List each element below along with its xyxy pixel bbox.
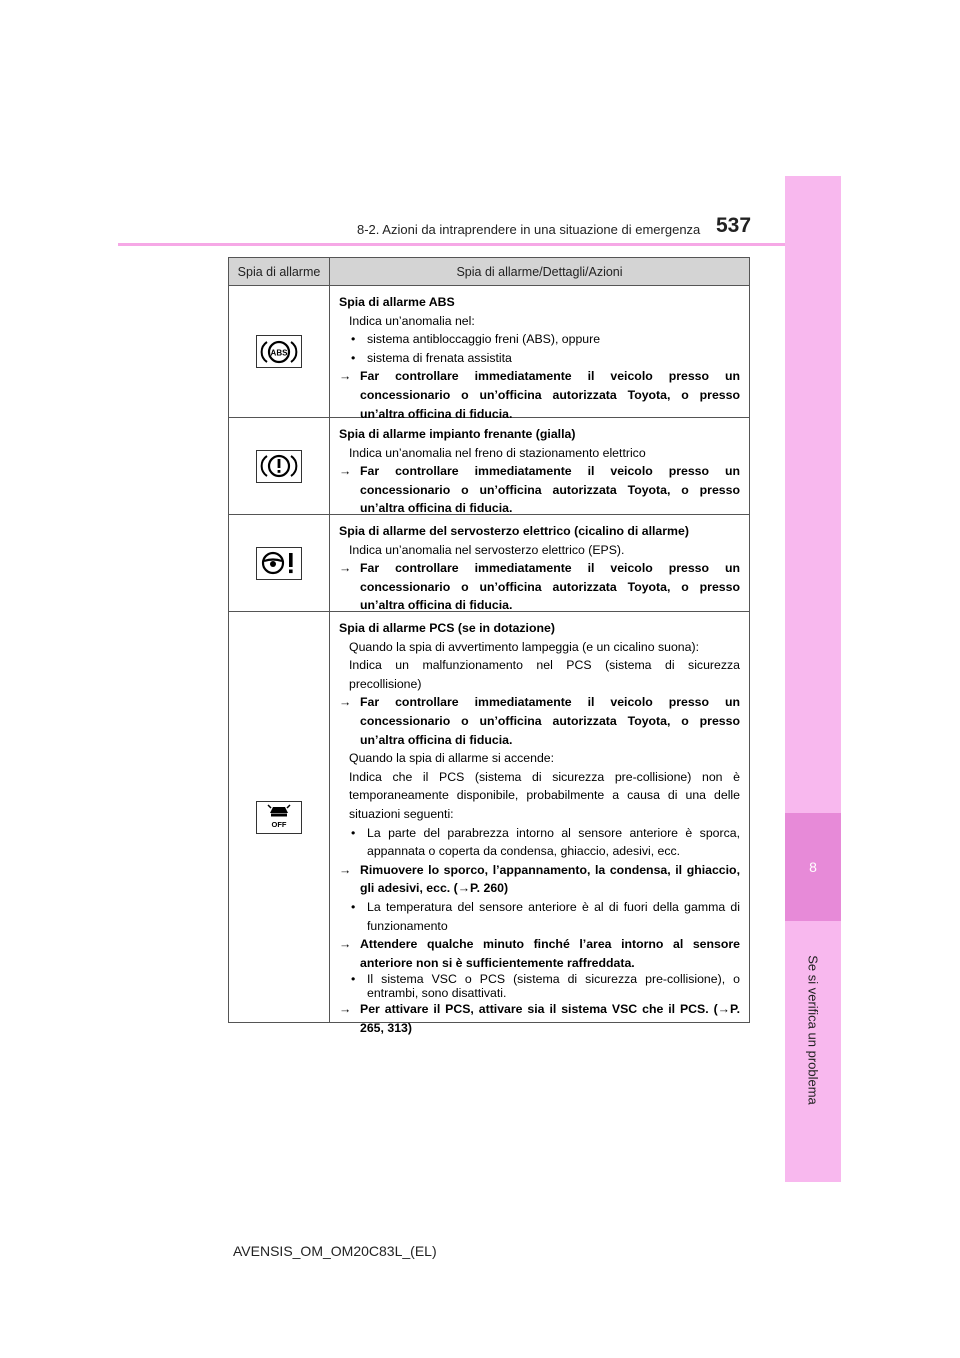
abs-warning-icon xyxy=(256,335,302,368)
icon-cell xyxy=(229,418,330,514)
action-text: → Attendere qualche minuto finché l’area intorno al sensore anteriore non si è sufficientemente raffreddata. xyxy=(339,935,740,972)
warning-title: Spia di allarme impianto frenante (gialla) xyxy=(339,427,576,441)
icon-cell xyxy=(229,612,330,1022)
chapter-label: Se si verifica un problema xyxy=(805,955,821,1105)
page-number: 537 xyxy=(716,214,752,237)
chapter-number-tab[interactable] xyxy=(785,813,841,921)
icon-cell xyxy=(229,286,330,417)
description-text: Indica un’anomalia nel servosterzo elettrico (EPS). xyxy=(349,542,625,557)
description-text: Quando la spia di allarme si accende: xyxy=(349,751,555,766)
bullet-item: • La parte del parabrezza intorno al sensore anteriore è sporca, appannata o coperta da condensa, ghiaccio, adesivi, ecc. xyxy=(339,824,740,861)
details-cell xyxy=(330,418,749,514)
document-code: AVENSIS_OM_OM20C83L_(EL) xyxy=(233,1243,437,1259)
column-header-details: Spia di allarme/Dettagli/Azioni xyxy=(456,264,623,279)
header-rule xyxy=(118,243,785,246)
bullet-item: • sistema antibloccaggio freni (ABS), oppure xyxy=(339,330,740,349)
chapter-number: 8 xyxy=(809,859,817,875)
warning-title: Spia di allarme ABS xyxy=(339,295,455,309)
column-header-light: Spia di allarme xyxy=(229,258,330,285)
bullet-item: • La temperatura del sensore anteriore è al di fuori della gamma di funzionamento xyxy=(339,898,740,935)
brake-system-warning-icon xyxy=(256,450,302,483)
table-row xyxy=(229,515,749,612)
table-row xyxy=(229,418,749,515)
pcs-off-icon xyxy=(256,801,302,834)
table-row xyxy=(229,286,749,421)
eps-warning-icon xyxy=(256,547,302,580)
action-text: → Far controllare immediatamente il veicolo presso un concessionario o un’officina autorizzata Toyota, o presso un’altra officina di fiducia. xyxy=(339,559,740,615)
details-cell xyxy=(330,515,749,611)
section-title: 8-2. Azioni da intraprendere in una situazione di emergenza xyxy=(357,222,701,237)
warning-light-table xyxy=(228,257,750,1035)
description-text: Indica un malfunzionamento nel PCS (sistema di sicurezza precollisione) xyxy=(349,658,740,691)
svg-text:ABS: ABS xyxy=(270,348,288,357)
details-cell xyxy=(330,286,749,421)
bullet-item: • Il sistema VSC o PCS (sistema di sicurezza pre-collisione), o entrambi, sono disattivati. xyxy=(339,972,740,1000)
action-text: → Far controllare immediatamente il veicolo presso un concessionario o un’officina autorizzata Toyota, o presso un’altra officina di fiducia. xyxy=(339,462,740,518)
description-text: Indica un’anomalia nel: xyxy=(349,313,475,328)
table-row xyxy=(229,612,749,1035)
description-text: Indica un’anomalia nel freno di stazionamento elettrico xyxy=(349,445,646,460)
action-text: → Per attivare il PCS, attivare sia il sistema VSC che il PCS. (→P. 265, 313) xyxy=(339,1000,740,1037)
warning-title: Spia di allarme del servosterzo elettrico (cicalino di allarme) xyxy=(339,524,689,538)
icon-cell xyxy=(229,515,330,611)
action-text: → Rimuovere lo sporco, l’appannamento, la condensa, il ghiaccio, gli adesivi, ecc. (→P. 260) xyxy=(339,861,740,898)
warning-title: Spia di allarme PCS (se in dotazione) xyxy=(339,621,555,635)
action-text: → Far controllare immediatamente il veicolo presso un concessionario o un’officina autorizzata Toyota, o presso un’altra officina di fiducia. xyxy=(339,367,740,423)
bullet-item: • sistema di frenata assistita xyxy=(339,349,740,368)
action-text: → Far controllare immediatamente il veicolo presso un concessionario o un’officina autorizzata Toyota, o presso un’altra officina di fiducia. xyxy=(339,693,740,749)
pcs-off-label: OFF xyxy=(271,820,287,829)
description-text: Quando la spia di avvertimento lampeggia (e un cicalino suona): xyxy=(349,639,699,654)
details-cell xyxy=(330,612,749,1035)
table-header xyxy=(229,258,749,286)
description-text: Indica che il PCS (sistema di sicurezza pre-collisione) non è temporaneamente disponibile, probabilmente a causa di una delle situazioni seguenti: xyxy=(349,769,740,821)
